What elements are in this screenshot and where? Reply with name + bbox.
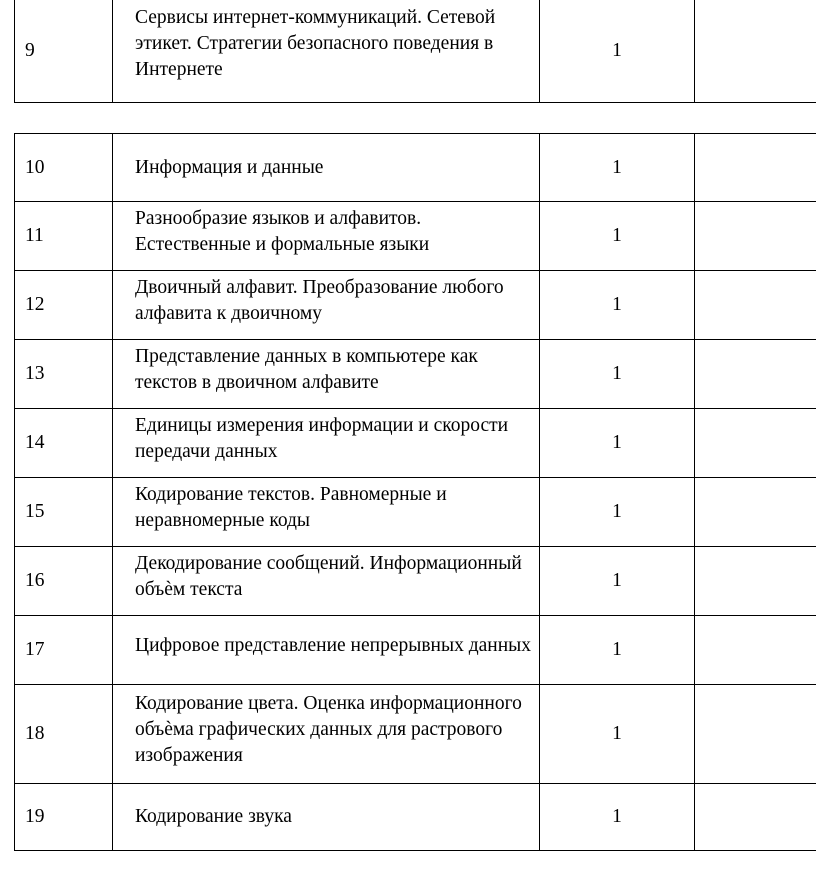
lesson-topic-text: Представление данных в компьютере как текстов в двоичном алфавите: [135, 346, 478, 393]
lesson-topic-text: Кодирование текстов. Равномерные и неравномерные коды: [135, 484, 447, 531]
table-row: [15, 409, 816, 478]
lesson-hours: 1: [540, 616, 695, 685]
lesson-topic-text: Разнообразие языков и алфавитов. Естественные и формальные языки: [135, 208, 430, 255]
table-row: [15, 478, 816, 547]
lesson-hours: 1: [540, 409, 695, 478]
lesson-table-top: [14, 0, 816, 103]
lesson-extra: [695, 271, 816, 340]
lesson-number: 16: [15, 547, 113, 616]
lesson-number: 17: [15, 616, 113, 685]
lesson-topic-text: Сервисы интернет-коммуникаций. Сетевой этикет. Стратегии безопасного поведения в Интернете: [135, 6, 496, 80]
lesson-number: 11: [15, 202, 113, 271]
table-row: [15, 685, 816, 784]
lesson-extra: [695, 340, 816, 409]
lesson-number: 9: [15, 0, 113, 102]
lesson-extra: [695, 547, 816, 616]
lesson-topic: [113, 547, 540, 616]
lesson-topic-text: Цифровое представление непрерывных данных: [135, 635, 532, 656]
lesson-topic: [113, 0, 540, 102]
lesson-hours: 1: [540, 202, 695, 271]
table-row: [15, 0, 816, 102]
lesson-number: 10: [15, 134, 113, 202]
lesson-extra: [695, 784, 816, 851]
lesson-hours: 1: [540, 478, 695, 547]
lesson-extra: [695, 409, 816, 478]
lesson-topic-text: Единицы измерения информации и скорости передачи данных: [135, 415, 509, 462]
lesson-topic-text: Информация и данные: [135, 156, 324, 178]
lesson-hours: 1: [540, 685, 695, 784]
lesson-extra: [695, 202, 816, 271]
lesson-number: 18: [15, 685, 113, 784]
lesson-extra: [695, 616, 816, 685]
lesson-number: 13: [15, 340, 113, 409]
lesson-number: 19: [15, 784, 113, 851]
lesson-number: 12: [15, 271, 113, 340]
table-row: [15, 271, 816, 340]
lesson-topic: [113, 340, 540, 409]
lesson-topic-text: Декодирование сообщений. Информационный объѐм текста: [135, 553, 522, 600]
table-row: [15, 784, 816, 851]
lesson-table-main: [14, 133, 816, 851]
lesson-topic-text: Кодирование цвета. Оценка информационного объѐма графических данных для растрового изображения: [135, 693, 522, 766]
lesson-extra: [695, 478, 816, 547]
lesson-hours: 1: [540, 0, 695, 102]
lesson-hours: 1: [540, 271, 695, 340]
lesson-topic: [113, 271, 540, 340]
lesson-extra: [695, 0, 816, 102]
table-row: [15, 202, 816, 271]
table-row: [15, 340, 816, 409]
lesson-topic: [113, 685, 540, 784]
lesson-hours: 1: [540, 547, 695, 616]
lesson-topic: [113, 616, 540, 685]
lesson-topic: [113, 202, 540, 271]
lesson-hours: 1: [540, 784, 695, 851]
lesson-topic: [113, 478, 540, 547]
table-row: [15, 547, 816, 616]
lesson-topic: [113, 784, 540, 851]
lesson-topic: [113, 134, 540, 202]
lesson-hours: 1: [540, 340, 695, 409]
table-row: [15, 134, 816, 202]
lesson-hours: 1: [540, 134, 695, 202]
table-row: [15, 616, 816, 685]
lesson-topic: [113, 409, 540, 478]
lesson-topic-text: Двоичный алфавит. Преобразование любого алфавита к двоичному: [135, 277, 504, 324]
lesson-number: 14: [15, 409, 113, 478]
lesson-topic-text: Кодирование звука: [135, 806, 292, 827]
lesson-extra: [695, 134, 816, 202]
lesson-number: 15: [15, 478, 113, 547]
lesson-extra: [695, 685, 816, 784]
